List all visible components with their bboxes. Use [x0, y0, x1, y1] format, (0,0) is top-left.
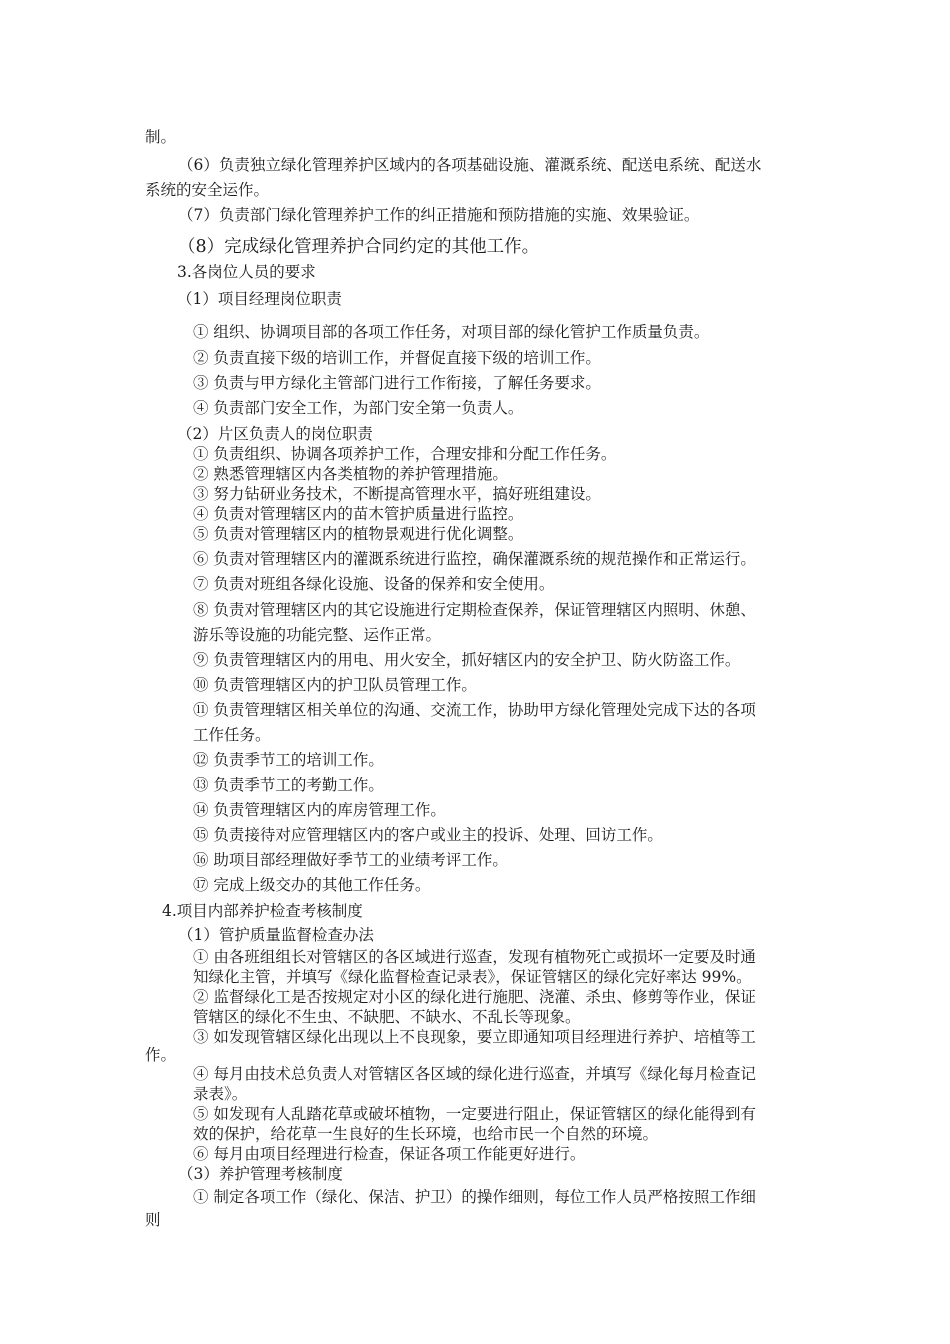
- list-item: ⑥ 负责对管理辖区内的灌溉系统进行监控，确保灌溉系统的规范操作和正常运行。: [193, 550, 756, 568]
- list-item: ⑤ 如发现有人乱踏花草或破坏植物，一定要进行阻止，保证管辖区的绿化能得到有: [193, 1105, 756, 1123]
- list-item: ⑦ 负责对班组各绿化设施、设备的保养和安全使用。: [193, 575, 555, 593]
- list-item: ③ 负责与甲方绿化主管部门进行工作衔接，了解任务要求。: [193, 374, 601, 392]
- list-item: ④ 每月由技术总负责人对管辖区各区域的绿化进行巡查，并填写《绿化每月检查记: [193, 1065, 756, 1083]
- subsection-heading: （1）项目经理岗位职责: [177, 290, 342, 308]
- list-item: ⑭ 负责管理辖区内的库房管理工作。: [193, 801, 446, 819]
- text-line: （8）完成绿化管理养护合同约定的其他工作。: [178, 237, 540, 257]
- list-item: ⑬ 负责季节工的考勤工作。: [193, 776, 384, 794]
- list-item: ② 监督绿化工是否按规定对小区的绿化进行施肥、浇灌、杀虫、修剪等作业，保证: [193, 988, 756, 1006]
- list-item: ① 组织、协调项目部的各项工作任务，对项目部的绿化管护工作质量负责。: [193, 323, 710, 341]
- list-item: ⑫ 负责季节工的培训工作。: [193, 751, 384, 769]
- list-item: ② 负责直接下级的培训工作，并督促直接下级的培训工作。: [193, 349, 601, 367]
- list-item: ① 由各班组组长对管辖区的各区域进行巡查，发现有植物死亡或损坏一定要及时通: [193, 948, 756, 966]
- text-line: 工作任务。: [193, 726, 271, 744]
- section-heading: 3.各岗位人员的要求: [177, 263, 316, 281]
- text-line: （6）负责独立绿化管理养护区域内的各项基础设施、灌溉系统、配送电系统、配送水: [178, 156, 762, 174]
- text-line: 则: [145, 1211, 161, 1229]
- text-line: 作。: [145, 1046, 177, 1064]
- text-line: 效的保护，给花草一生良好的生长环境，也给市民一个自然的环境。: [193, 1125, 659, 1143]
- list-item: ⑰ 完成上级交办的其他工作任务。: [193, 876, 431, 894]
- list-item: ⑤ 负责对管理辖区内的植物景观进行优化调整。: [193, 525, 524, 543]
- list-item: ⑪ 负责管理辖区相关单位的沟通、交流工作，协助甲方绿化管理处完成下达的各项: [193, 701, 756, 719]
- text-line: 录表》。: [193, 1085, 248, 1103]
- text-line: （7）负责部门绿化管理养护工作的纠正措施和预防措施的实施、效果验证。: [178, 206, 700, 224]
- list-item: ② 熟悉管理辖区内各类植物的养护管理措施。: [193, 465, 508, 483]
- list-item: ⑮ 负责接待对应管理辖区内的客户或业主的投诉、处理、回访工作。: [193, 826, 663, 844]
- list-item: ⑨ 负责管理辖区内的用电、用火安全，抓好辖区内的安全护卫、防火防盗工作。: [193, 651, 741, 669]
- text-line: 知绿化主管，并填写《绿化监督检查记录表》，保证管辖区的绿化完好率达 99%。: [193, 968, 752, 986]
- list-item: ③ 如发现管辖区绿化出现以上不良现象，要立即通知项目经理进行养护、培植等工: [193, 1028, 756, 1046]
- list-item: ④ 负责对管理辖区内的苗木管护质量进行监控。: [193, 505, 524, 523]
- list-item: ③ 努力钻研业务技术，不断提高管理水平，搞好班组建设。: [193, 485, 601, 503]
- list-item: ① 负责组织、协调各项养护工作，合理安排和分配工作任务。: [193, 445, 617, 463]
- subsection-heading: （3）养护管理考核制度: [178, 1165, 343, 1183]
- text-line: 游乐等设施的功能完整、运作正常。: [193, 626, 442, 644]
- list-item: ⑥ 每月由项目经理进行检查，保证各项工作能更好进行。: [193, 1145, 586, 1163]
- section-heading: 4.项目内部养护检查考核制度: [162, 902, 363, 920]
- text-line: 管辖区的绿化不生虫、不缺肥、不缺水、不乱长等现象。: [193, 1008, 581, 1026]
- list-item: ① 制定各项工作（绿化、保洁、护卫）的操作细则，每位工作人员严格按照工作细: [193, 1188, 756, 1206]
- list-item: ⑧ 负责对管理辖区内的其它设施进行定期检查保养，保证管理辖区内照明、休憩、: [193, 601, 756, 619]
- list-item: ④ 负责部门安全工作，为部门安全第一负责人。: [193, 399, 524, 417]
- subsection-heading: （1）管护质量监督检查办法: [178, 926, 374, 944]
- text-line: 制。: [145, 128, 177, 146]
- list-item: ⑩ 负责管理辖区内的护卫队员管理工作。: [193, 676, 477, 694]
- subsection-heading: （2）片区负责人的岗位职责: [177, 425, 373, 443]
- list-item: ⑯ 助项目部经理做好季节工的业绩考评工作。: [193, 851, 508, 869]
- text-line: 系统的安全运作。: [145, 181, 270, 199]
